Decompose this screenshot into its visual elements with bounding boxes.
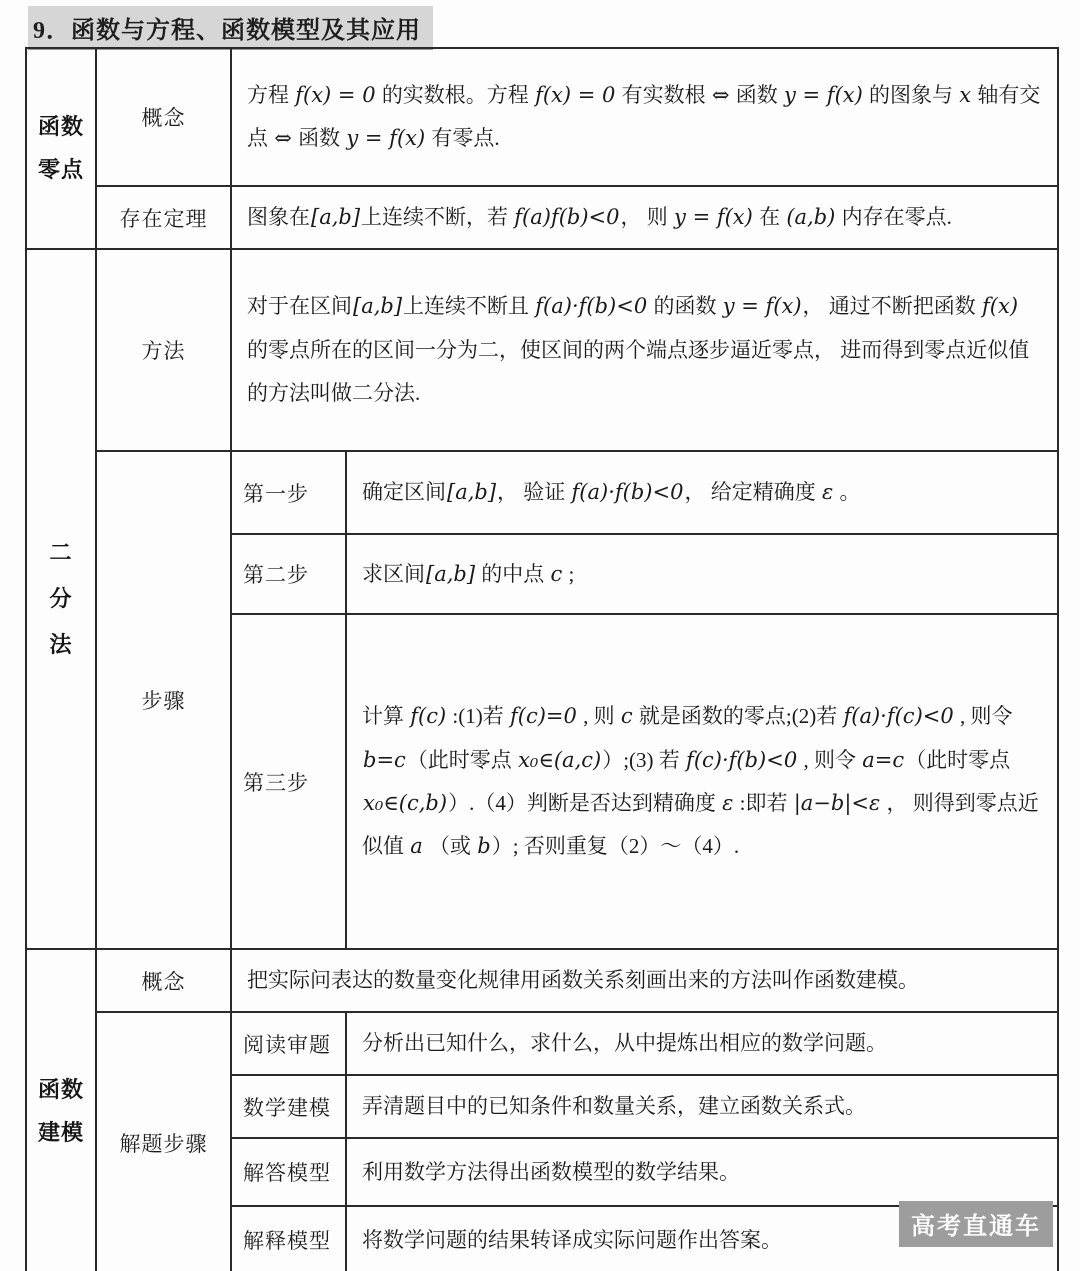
modeling-step1-name: 阅读审题 — [231, 1012, 346, 1075]
row-zeros-theorem — [26, 186, 1058, 249]
bisection-step2-name: 第二步 — [231, 534, 346, 614]
bisection-step1-name: 第一步 — [231, 451, 346, 534]
page-title: 9．函数与方程、函数模型及其应用 — [28, 6, 433, 50]
summary-table — [25, 47, 1059, 1271]
row-bisection-step1 — [26, 451, 1058, 534]
modeling-concept-label: 概念 — [96, 949, 231, 1012]
bisection-steps-label: 步骤 — [96, 451, 231, 949]
zeros-theorem-label: 存在定理 — [96, 186, 231, 249]
watermark: 高考直通车 — [899, 1201, 1053, 1247]
bisection-step1-text: 确定区间[a,b]， 验证 f(a)·f(b)<0， 给定精确度 ε 。 — [346, 451, 1058, 534]
group-zeros-label: 函数零点 — [37, 113, 84, 182]
modeling-step2-name: 数学建模 — [231, 1075, 346, 1138]
bisection-step3-text: 计算 f(c) :(1)若 f(c)=0 , 则 c 就是函数的零点;(2)若 f(a)·f(c)<0 , 则令 b=c（此时零点 x₀∈(a,c)）;(3) 若 f(c)·f(b)<0 , 则令 a=c（此时零点 x₀∈(c,b)）.（4）判断是否达到精确度 ε :即若 |a−b|<ε ， 则得到零点近似值 a （或 b）; 否则重复（2）～（4）. — [346, 614, 1058, 949]
modeling-step2-text: 弄清题目中的已知条件和数量关系，建立函数关系式。 — [346, 1075, 1058, 1138]
zeros-concept-label: 概念 — [96, 48, 231, 186]
group-bisection-label: 二分法 — [49, 539, 73, 658]
zeros-theorem-text: 图象在[a,b]上连续不断，若 f(a)f(b)<0， 则 y = f(x) 在 (a,b) 内存在零点. — [231, 186, 1058, 249]
row-modeling-step1 — [26, 1012, 1058, 1075]
modeling-concept-text: 把实际问表达的数量变化规律用函数关系刻画出来的方法叫作函数建模。 — [231, 949, 1058, 1012]
row-modeling-concept — [26, 949, 1058, 1012]
modeling-step1-text: 分析出已知什么，求什么，从中提炼出相应的数学问题。 — [346, 1012, 1058, 1075]
bisection-method-text: 对于在区间[a,b]上连续不断且 f(a)·f(b)<0 的函数 y = f(x)， 通过不断把函数 f(x) 的零点所在的区间一分为二，使区间的两个端点逐步逼近零点， 进而得到零点近似值的方法叫做二分法. — [231, 249, 1058, 451]
group-modeling-cell — [26, 949, 96, 1271]
group-zeros-cell — [26, 48, 96, 249]
title-bar — [28, 6, 433, 50]
row-bisection-method — [26, 249, 1058, 451]
bisection-method-label: 方法 — [96, 249, 231, 451]
bisection-step3-name: 第三步 — [231, 614, 346, 949]
group-modeling-label: 函数建模 — [37, 1076, 84, 1145]
row-zeros-concept — [26, 48, 1058, 186]
modeling-step4-name: 解释模型 — [231, 1206, 346, 1271]
group-bisection-cell — [26, 249, 96, 949]
modeling-step3-text: 利用数学方法得出函数模型的数学结果。 — [346, 1138, 1058, 1206]
zeros-concept-text: 方程 f(x) = 0 的实数根。方程 f(x) = 0 有实数根 ⇔ 函数 y = f(x) 的图象与 x 轴有交点 ⇔ 函数 y = f(x) 有零点. — [231, 48, 1058, 186]
modeling-step3-name: 解答模型 — [231, 1138, 346, 1206]
modeling-steps-label: 解题步骤 — [96, 1012, 231, 1271]
bisection-step2-text: 求区间[a,b] 的中点 c ; — [346, 534, 1058, 614]
modeling-step4-text: 将数学问题的结果转译成实际问题作出答案。 — [346, 1206, 1058, 1271]
